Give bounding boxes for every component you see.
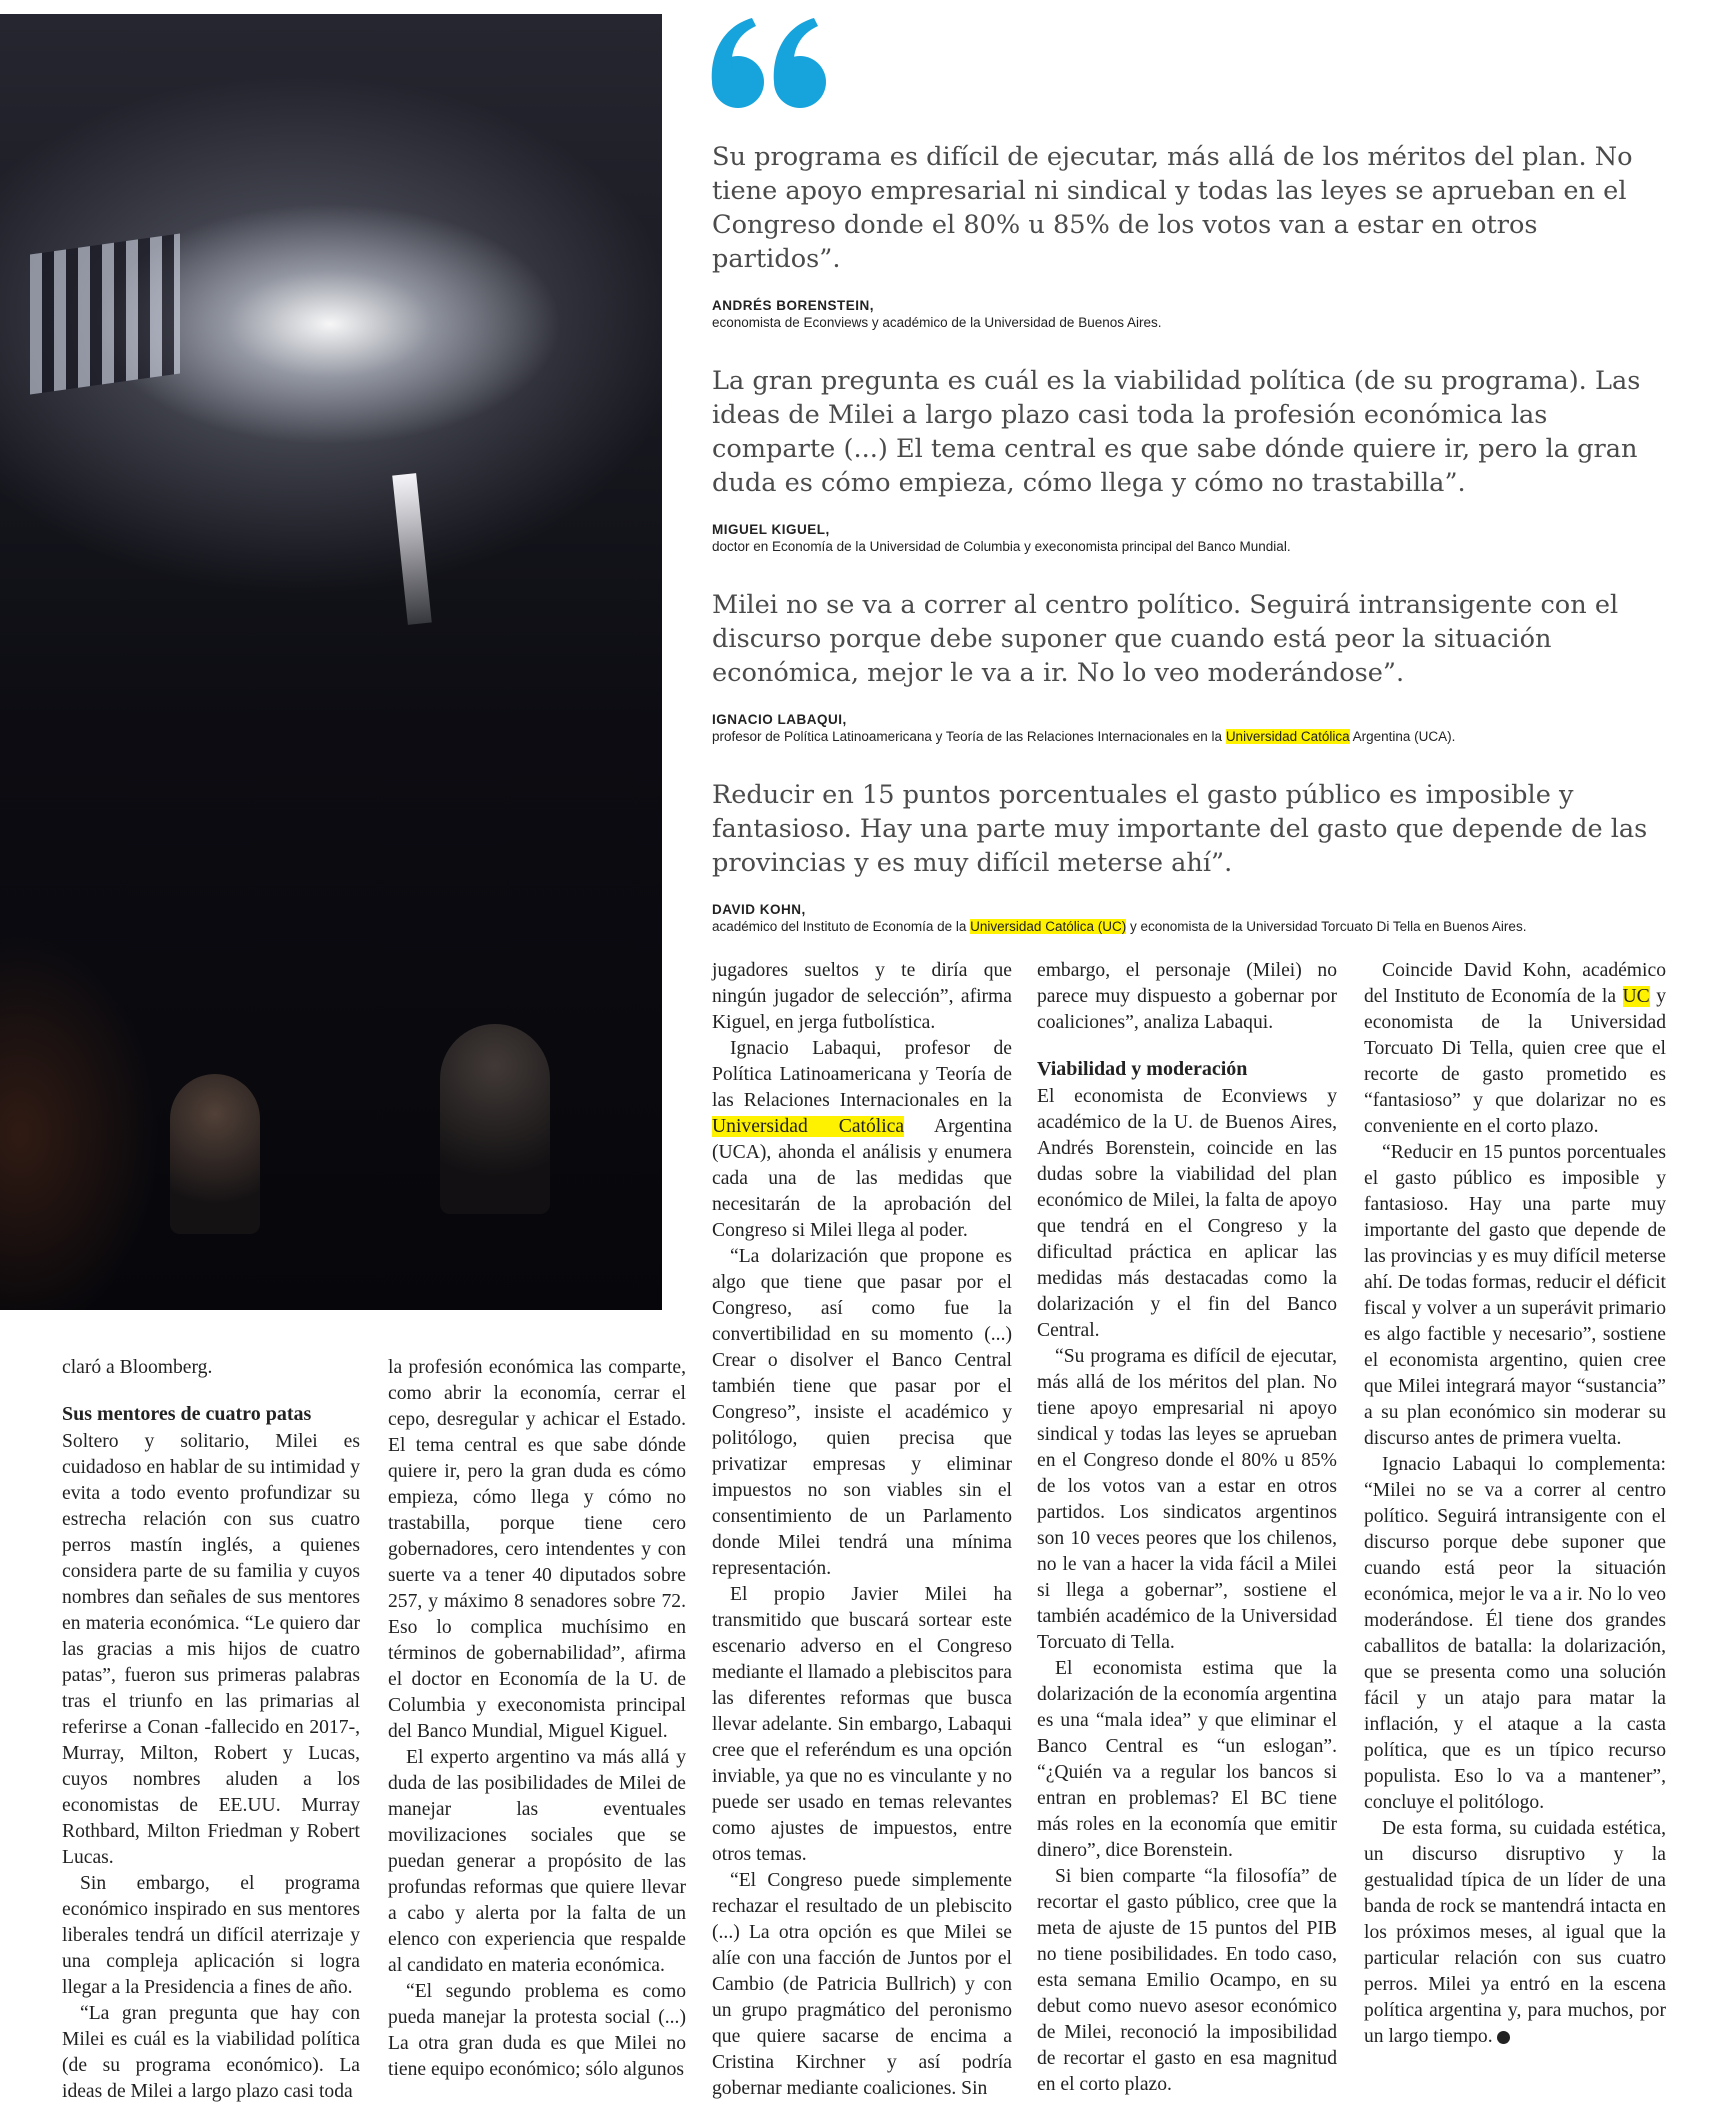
- paragraph: De esta forma, su cuidada estética, un discurso disruptivo y la gestualidad típica de un líder de una banda de rock se mantendrá intacta en los próximos meses, al igual que la particular relación con sus cuatro perros. Milei ya entró en la escena política argentina y, para muchos, por un largo tiempo.: [1364, 1818, 1666, 2047]
- paragraph: “La dolarización que propone es algo que tiene que pasar por el Congreso, así como fue la convertibilidad en su momento (...) Crear o disolver el Banco Central también tiene que pasar por el Congreso”, insiste el académico y politólogo, quien precisa que privatizar empresas y eliminar impuestos no son viables sin el consentimiento de un Parlamento donde Milei tendrá una mínima representación.: [712, 1246, 1012, 1579]
- pull-quote: [712, 588, 1672, 744]
- paragraph: “La gran pregunta que hay con Milei es cuál es la viabilidad política (de su programa económico). La ideas de Milei a largo plazo casi toda: [62, 2003, 360, 2102]
- pull-quote: [712, 140, 1672, 330]
- paragraph: Coincide David Kohn, académico del Instituto de Economía de la UC y economista de la Universidad Torcuato Di Tella, quien cree que el recorte de gasto prometido es “fantasioso” y que dolarizar no es conveniente en el corto plazo.: [1364, 960, 1666, 1137]
- paragraph: Si bien comparte “la filosofía” de recortar el gasto público, cree que la meta de ajuste de 15 puntos del PIB no tiene posibilidades. En todo caso, esta semana Emilio Ocampo, en su debut como nuevo asesor económico de Milei, reconoció la imposibilidad de recortar el gasto en esa magnitud en el corto plazo.: [1037, 1866, 1337, 2095]
- pull-quote: [712, 778, 1672, 934]
- paragraph: claró a Bloomberg.: [62, 1357, 213, 1378]
- paragraph: Sin embargo, el programa económico inspirado en sus mentores liberales tendrá un difícil aterrizaje y una compleja aplicación si logra llegar a la Presidencia a fines de año.: [62, 1873, 360, 1998]
- pull-quotes: [712, 140, 1672, 968]
- article-column-2: [388, 1355, 686, 2083]
- paragraph: El economista estima que la dolarización de la economía argentina es una “mala idea” y que eliminar el Banco Central es “un eslogan”. “¿Quién va a regular los bancos si entran en problemas? El BC tiene más roles en la economía que emitir dinero”, dice Borenstein.: [1037, 1658, 1337, 1861]
- paragraph: embargo, el personaje (Milei) no parece muy dispuesto a gobernar por coaliciones”, analiza Labaqui.: [1037, 960, 1337, 1033]
- quote-author: IGNACIO LABAQUI,: [712, 712, 847, 727]
- light-beam: [392, 473, 432, 625]
- quote-text: Su programa es difícil de ejecutar, más allá de los méritos del plan. No tiene apoyo empresarial ni sindical y todas las leyes se aprueban en el Congreso donde el 80% u 85% de los votos van a estar en otros partidos”.: [712, 142, 1633, 274]
- paragraph: “Reducir en 15 puntos porcentuales el gasto público es imposible y fantasioso. Hay una parte muy importante del gasto que depende de las provincias y es muy difícil meterse ahí. De todas formas, reducir el déficit fiscal y volver a un superávit primario es algo factible y necesario”, sostiene el economista argentino, quien cree que Milei integrará mayor “sustancia” a su plan económico sin moderar su discurso antes de primera vuelta.: [1364, 1142, 1666, 1449]
- end-of-article-icon: [1497, 2031, 1510, 2044]
- paragraph: “El Congreso puede simplemente rechazar el resultado de un plebiscito (...) La otra opción es que Milei se alíe con una facción de Juntos por el Cambio (de Patricia Bullrich) y con un grupo pragmático del peronismo que quiere sacarse de encima a Cristina Kirchner y así podría gobernar mediante coaliciones. Sin: [712, 1870, 1012, 2099]
- paragraph: la profesión económica las comparte, como abrir la economía, cerrar el cepo, desregular y achicar el Estado. El tema central es que sabe dónde quiere ir, pero la gran duda es cómo empieza, cómo llega y cómo no trastabilla, porque tiene cero gobernadores, cero intendentes y con suerte va a tener 40 diputados sobre 257, y máximo 8 senadores sobre 72. Eso lo complica muchísimo en términos de gobernabilidad”, afirma el doctor en Economía de la U. de Columbia y execonomista principal del Banco Mundial, Miguel Kiguel.: [388, 1357, 686, 1742]
- crowd-figure: [440, 1024, 550, 1214]
- article-column-4: [1037, 958, 1337, 2098]
- paragraph: jugadores sueltos y te diría que ningún jugador de selección”, afirma Kiguel, en jerga futbolística.: [712, 960, 1012, 1033]
- quote-author: DAVID KOHN,: [712, 902, 806, 917]
- section-heading: Viabilidad y moderación: [1037, 1058, 1248, 1080]
- quote-text: Milei no se va a correr al centro político. Seguirá intransigente con el discurso porque debe suponer que cuando está peor la situación económica, mejor le va a ir. No lo veo moderándose”.: [712, 590, 1619, 688]
- quote-text: La gran pregunta es cuál es la viabilidad política (de su programa). Las ideas de Milei a largo plazo casi toda la profesión económica las comparte (...) El tema central es que sabe dónde quiere ir, pero la gran duda es cómo empieza, cómo llega y cómo no trastabilla”.: [712, 366, 1641, 498]
- quote-text: Reducir en 15 puntos porcentuales el gasto público es imposible y fantasioso. Hay una parte muy importante del gasto que depende de las provincias y es muy difícil meterse ahí”.: [712, 780, 1648, 878]
- article-column-3: [712, 958, 1012, 2102]
- highlight: UC: [1622, 986, 1650, 1007]
- pull-quote: [712, 364, 1672, 554]
- section-heading: Sus mentores de cuatro patas: [62, 1403, 312, 1425]
- article-column-5: [1364, 958, 1666, 2050]
- paragraph: El propio Javier Milei ha transmitido que buscará sortear este escenario adverso en el Congreso mediante el llamado a plebiscitos para las diferentes reformas que busca llevar adelante. Sin embargo, Labaqui cree que el referéndum es una opción inviable, ya que no es vinculante y no puede ser usado en temas relevantes como ajustes de impuestos, entre otros temas.: [712, 1584, 1012, 1865]
- paragraph: “Su programa es difícil de ejecutar, más allá de los méritos del plan. No tiene apoyo empresarial ni apoyo sindical y todas las leyes se aprueban en el Congreso donde el 80% u 85% de los votos van a estar en otros partidos. Los sindicatos argentinos son 10 veces peores que los chilenos, no le van a hacer la vida fácil a Milei si llega a gobernar”, sostiene el también académico de la Universidad Torcuato di Tella.: [1037, 1346, 1337, 1653]
- quote-author: MIGUEL KIGUEL,: [712, 522, 830, 537]
- quote-author-role: profesor de Política Latinoamericana y Teoría de las Relaciones Internacionales en la Universidad Católica Argentina (UCA).: [712, 729, 1456, 744]
- quote-author: ANDRÉS BORENSTEIN,: [712, 298, 875, 313]
- article-column-1: [62, 1355, 360, 2105]
- highlight: Universidad Católica: [1225, 729, 1350, 744]
- paragraph: El economista de Econviews y académico de la U. de Buenos Aires, Andrés Borenstein, coincide en las dudas sobre la viabilidad del plan económico de Milei, la falta de apoyo que tendrá en el Congreso y la dificultad práctica en aplicar las medidas más destacadas como la dolarización y el fin del Banco Central.: [1037, 1086, 1337, 1341]
- highlight: Universidad Católica: [712, 1116, 905, 1137]
- paragraph: “El segundo problema es como pueda manejar la protesta social (...) La otra gran duda es que Milei no tiene equipo económico; sólo algunos: [388, 1981, 686, 2080]
- quote-mark-icon: [708, 16, 832, 108]
- quote-author-role: economista de Econviews y académico de la Universidad de Buenos Aires.: [712, 315, 1162, 330]
- stage-light-grid: [30, 233, 180, 394]
- highlight: Universidad Católica (UC): [970, 919, 1127, 934]
- crowd-figure: [170, 1074, 260, 1234]
- paragraph: Soltero y solitario, Milei es cuidadoso en hablar de su intimidad y evita a todo evento profundizar su estrecha relación con sus cuatro perros mastín inglés, a quienes considera parte de su familia y cuyos nombres dan señales de sus mentores en materia económica. “Le quiero dar las gracias a mis hijos de cuatro patas”, fueron sus primeras palabras tras el triunfo en las primarias al referirse a Conan -fallecido en 2017-, Murray, Milton, Robert y Lucas, cuyos nombres aluden a los economistas de EE.UU. Murray Rothbard, Milton Friedman y Robert Lucas.: [62, 1431, 360, 1868]
- paragraph: Ignacio Labaqui, profesor de Política Latinoamericana y Teoría de las Relaciones Internacionales en la Universidad Católica Argentina (UCA), ahonda el análisis y enumera cada una de las medidas que necesitarán de la aprobación del Congreso si Milei llega al poder.: [712, 1038, 1012, 1241]
- concert-photo: [0, 14, 662, 1310]
- paragraph: El experto argentino va más allá y duda de las posibilidades de Milei de manejar las eventuales movilizaciones sociales que se puedan generar a propósito de las profundas reformas que quiere llevar a cabo y alerta por la falta de un elenco con experiencia que respalde al candidato en materia económica.: [388, 1747, 686, 1976]
- quote-author-role: doctor en Economía de la Universidad de Columbia y execonomista principal del Banco Mundial.: [712, 539, 1291, 554]
- paragraph: Ignacio Labaqui lo complementa: “Milei no se va a correr al centro político. Seguirá intransigente con el discurso porque debe suponer que cuando está peor la situación económica, mejor le va a ir. No lo veo moderándose. Él tiene dos grandes caballitos de batalla: la dolarización, que se presenta como una solución fácil y un atajo para matar la inflación, y el ataque a la casta política, que es un típico recurso populista. Eso lo va a mantener”, concluye el politólogo.: [1364, 1454, 1666, 1813]
- quote-author-role: académico del Instituto de Economía de la Universidad Católica (UC) y economista de la Universidad Torcuato Di Tella en Buenos Aires.: [712, 919, 1527, 934]
